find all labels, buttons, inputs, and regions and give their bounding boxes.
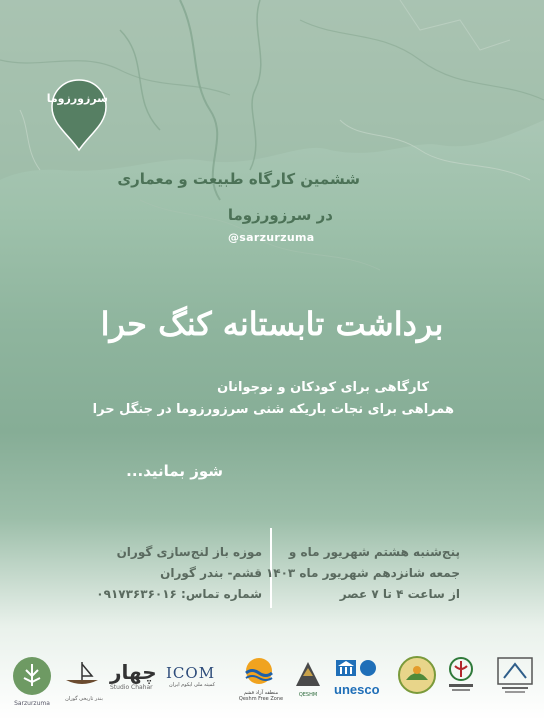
qeshm-free-zone-logo xyxy=(238,656,284,702)
location-pin-icon xyxy=(46,78,108,152)
heritage-emblem-icon xyxy=(496,656,534,696)
geopark-logo-text: QESHM xyxy=(298,692,318,698)
tagline: شوز بمانید... xyxy=(126,462,223,480)
emblem-icon xyxy=(446,656,476,694)
qeshm-logo-subtext: Qeshm Free Zone xyxy=(238,696,284,702)
studio-chahar-logo xyxy=(110,660,157,691)
heritage-logo xyxy=(496,656,534,700)
sarzurzuma-logo-icon xyxy=(12,656,52,696)
location-phone: شماره تماس: ۰۹۱۷۳۶۳۶۰۱۶ xyxy=(96,587,262,601)
location-line-2: قشم- بندر گوران xyxy=(160,566,262,580)
geopark-logo xyxy=(294,658,322,698)
environment-emblem-icon xyxy=(398,656,436,694)
qeshm-wave-icon xyxy=(238,656,280,686)
qeshm-logo-text: منطقه آزاد قشم xyxy=(243,690,279,696)
chahar-logo-text: چهار xyxy=(110,660,157,684)
boat-icon xyxy=(62,658,102,692)
location-line-1: موزه باز لنج‌سازی گوران xyxy=(116,545,262,559)
sarzurzuma-logo-text: Sarzurzuma xyxy=(14,700,50,707)
unesco-logo xyxy=(334,658,390,697)
unesco-temple-icon xyxy=(334,658,390,678)
main-title: برداشت تابستانه کنگ حرا xyxy=(100,305,444,343)
icom-logo-text: ICOM xyxy=(166,664,216,682)
chahar-logo-subtext: Studio Chahar xyxy=(110,684,153,691)
sponsor-logos xyxy=(0,652,544,712)
mountain-icon xyxy=(294,658,322,688)
icom-logo-subtext: کمیته ملی ایکوم ایران xyxy=(169,682,216,688)
icom-logo xyxy=(166,664,215,688)
instagram-handle: @sarzurzuma xyxy=(228,231,315,244)
workshop-title: ششمین کارگاه طبیعت و معماری xyxy=(117,170,360,188)
sarzurzuma-logo xyxy=(12,656,52,707)
environment-logo xyxy=(398,656,436,698)
workshop-location-title: در سرزورزوما xyxy=(227,206,333,224)
gooran-logo xyxy=(62,658,106,702)
government-emblem-logo xyxy=(446,656,476,698)
schedule-line-2: جمعه شانزدهم شهریور ماه ۱۴۰۳ xyxy=(265,566,460,580)
gooran-logo-text: بندر تاریخی گوران xyxy=(65,696,103,702)
subtitle-line-1: کارگاهی برای کودکان و نوجوانان xyxy=(217,380,429,395)
pin-label: سرزورزوما xyxy=(46,92,108,105)
schedule-line-1: پنج‌شنبه هشتم شهریور ماه و xyxy=(288,545,460,559)
schedule-line-3: از ساعت ۴ تا ۷ عصر xyxy=(339,587,460,601)
unesco-logo-text: unesco xyxy=(334,682,380,697)
subtitle-line-2: همراهی برای نجات باریکه شنی سرزورزوما در جنگل حرا xyxy=(92,402,454,417)
